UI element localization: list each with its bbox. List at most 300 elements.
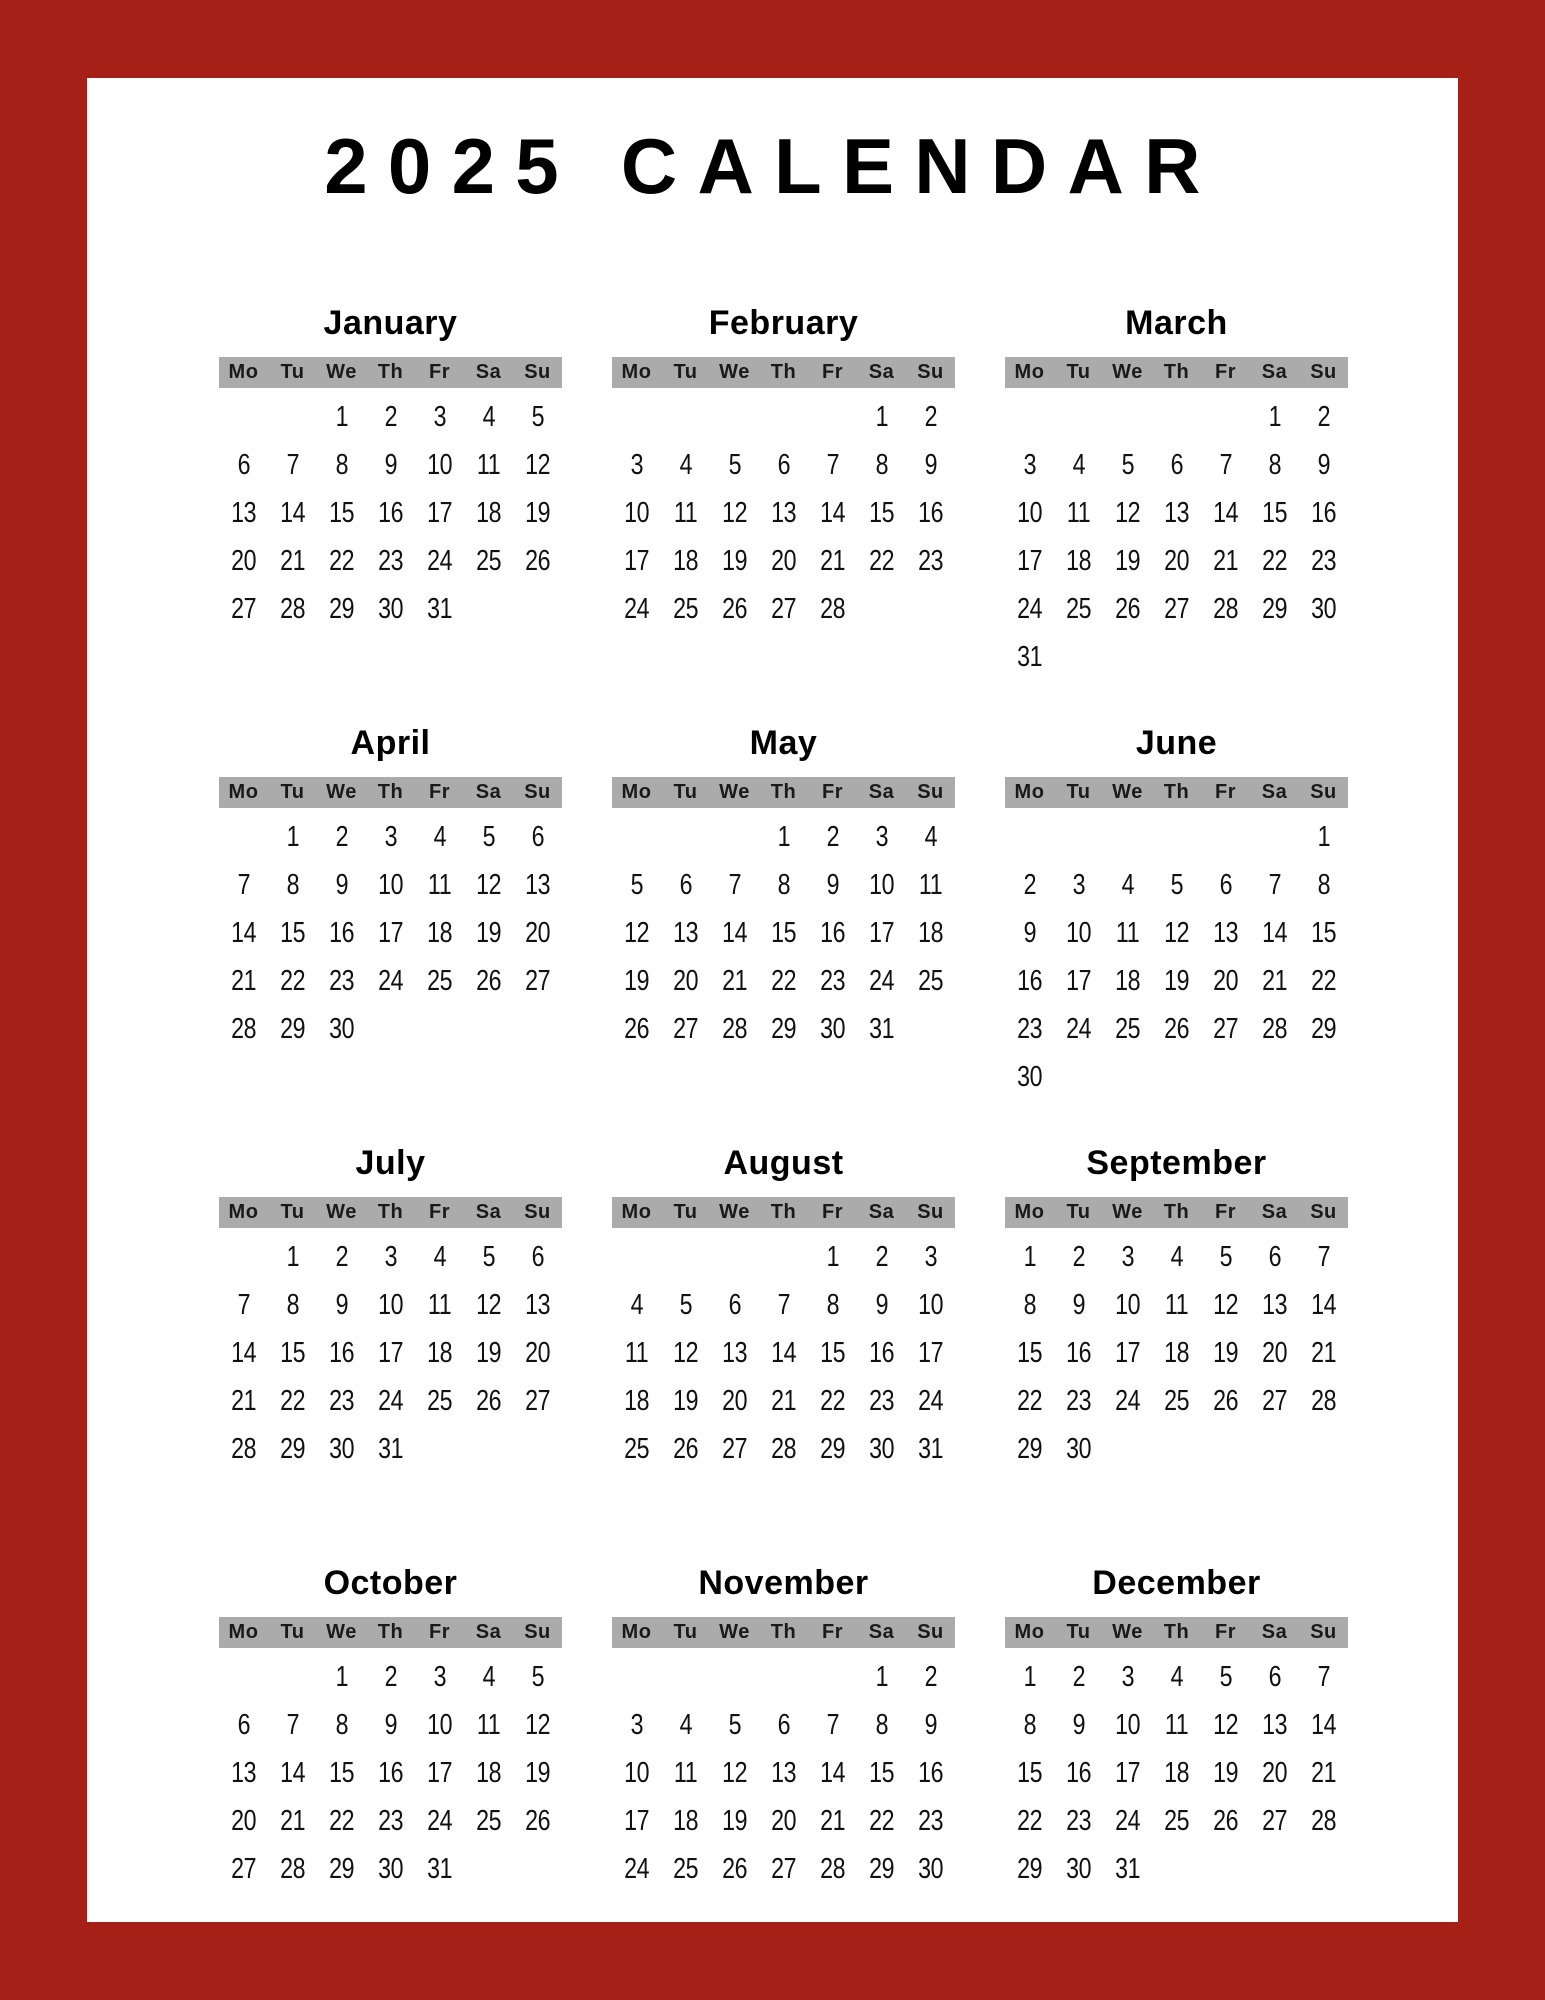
date-number: 8 — [335, 1708, 348, 1741]
date-number: 4 — [679, 1708, 692, 1741]
date-number: 6 — [777, 1708, 790, 1741]
month-title: January — [323, 304, 458, 342]
date-number: 2 — [1023, 868, 1036, 901]
month-december — [1005, 1563, 1348, 1893]
date-number: 24 — [1114, 1384, 1140, 1417]
date-number: 10 — [377, 868, 403, 901]
date-cell — [415, 489, 464, 537]
date-cell — [464, 861, 513, 909]
weekday-header — [612, 777, 955, 808]
date-cell — [1152, 957, 1201, 1005]
date-cell — [710, 1377, 759, 1425]
date-number: 25 — [475, 544, 501, 577]
date-number: 29 — [770, 1012, 796, 1045]
date-number: 10 — [1114, 1708, 1140, 1741]
date-number: 4 — [1170, 1660, 1183, 1693]
date-number: 12 — [1163, 916, 1189, 949]
date-number: 11 — [1164, 1708, 1189, 1741]
date-number: 25 — [623, 1432, 649, 1465]
date-cell — [1250, 1749, 1299, 1797]
date-cell — [661, 1425, 710, 1473]
date-number: 5 — [531, 1660, 544, 1693]
date-cell — [857, 1377, 906, 1425]
date-cell — [710, 1845, 759, 1893]
date-cell — [1005, 441, 1054, 489]
date-cell — [366, 1749, 415, 1797]
month-title: August — [723, 1144, 844, 1182]
date-number: 6 — [531, 1240, 544, 1273]
date-number: 9 — [924, 1708, 937, 1741]
dates-grid — [1005, 393, 1348, 681]
date-cell — [268, 585, 317, 633]
date-number: 9 — [335, 1288, 348, 1321]
date-cell — [906, 1653, 955, 1701]
date-number: 5 — [630, 868, 643, 901]
date-cell — [317, 909, 366, 957]
date-cell — [1054, 1377, 1103, 1425]
date-number: 23 — [377, 1804, 403, 1837]
date-number: 31 — [426, 1852, 452, 1885]
date-cell — [906, 1233, 955, 1281]
date-cell — [317, 1845, 366, 1893]
weekday-label: Sa — [868, 1201, 895, 1223]
date-number: 26 — [1114, 592, 1140, 625]
date-cell — [268, 1701, 317, 1749]
date-number: 27 — [230, 592, 256, 625]
date-cell — [464, 909, 513, 957]
date-cell — [415, 1797, 464, 1845]
date-cell — [759, 441, 808, 489]
date-number: 8 — [1317, 868, 1330, 901]
date-cell — [1201, 1233, 1250, 1281]
date-number: 11 — [476, 1708, 501, 1741]
date-cell — [1103, 1281, 1152, 1329]
weekday-label: We — [719, 781, 750, 803]
date-cell-empty — [1152, 1845, 1201, 1893]
date-number: 6 — [679, 868, 692, 901]
date-cell — [710, 1797, 759, 1845]
date-number: 14 — [721, 916, 747, 949]
date-number: 30 — [868, 1432, 894, 1465]
date-number: 27 — [770, 1852, 796, 1885]
date-cell — [1152, 909, 1201, 957]
date-number: 25 — [1114, 1012, 1140, 1045]
date-cell — [612, 1005, 661, 1053]
date-cell — [808, 1329, 857, 1377]
date-number: 11 — [1066, 496, 1091, 529]
date-cell — [317, 957, 366, 1005]
date-cell — [612, 441, 661, 489]
date-number: 29 — [1016, 1852, 1042, 1885]
date-number: 23 — [917, 544, 943, 577]
date-number: 20 — [1163, 544, 1189, 577]
date-cell — [513, 1233, 562, 1281]
date-number: 27 — [1163, 592, 1189, 625]
date-cell-empty — [1201, 1053, 1250, 1101]
date-number: 14 — [279, 496, 305, 529]
date-number: 25 — [1163, 1804, 1189, 1837]
date-number: 5 — [482, 820, 495, 853]
date-number: 19 — [524, 1756, 550, 1789]
date-cell — [906, 1425, 955, 1473]
date-number: 9 — [384, 1708, 397, 1741]
month-title: March — [1125, 304, 1228, 342]
date-cell — [415, 1377, 464, 1425]
weekday-label: Tu — [1066, 1201, 1091, 1223]
date-cell — [513, 813, 562, 861]
dates-grid — [219, 393, 562, 633]
date-cell — [857, 1005, 906, 1053]
date-cell — [464, 1377, 513, 1425]
date-cell — [759, 1797, 808, 1845]
date-cell — [906, 957, 955, 1005]
date-cell — [1201, 489, 1250, 537]
weekday-label: Tu — [673, 1201, 698, 1223]
weekday-label: Tu — [1066, 781, 1091, 803]
weekday-label: Fr — [822, 1201, 843, 1223]
date-cell — [1152, 1653, 1201, 1701]
weekday-label: Su — [1310, 781, 1337, 803]
date-cell — [268, 861, 317, 909]
date-number: 26 — [623, 1012, 649, 1045]
date-cell — [219, 537, 268, 585]
date-number: 5 — [728, 1708, 741, 1741]
date-cell — [857, 1701, 906, 1749]
date-number: 26 — [1163, 1012, 1189, 1045]
date-number: 25 — [1065, 592, 1091, 625]
date-cell — [759, 1005, 808, 1053]
date-number: 26 — [672, 1432, 698, 1465]
date-cell — [906, 1845, 955, 1893]
date-number: 1 — [875, 400, 888, 433]
weekday-label: Su — [917, 781, 944, 803]
date-cell — [1005, 957, 1054, 1005]
date-number: 25 — [426, 1384, 452, 1417]
date-cell-empty — [219, 813, 268, 861]
date-cell — [1299, 1797, 1348, 1845]
date-cell — [1299, 813, 1348, 861]
weekday-header — [219, 1197, 562, 1228]
date-number: 5 — [728, 448, 741, 481]
date-cell-empty — [1005, 813, 1054, 861]
date-number: 20 — [770, 1804, 796, 1837]
date-number: 31 — [1114, 1852, 1140, 1885]
date-cell — [1152, 1377, 1201, 1425]
date-cell — [857, 957, 906, 1005]
date-cell — [661, 1281, 710, 1329]
date-cell — [1005, 1329, 1054, 1377]
date-cell — [1054, 1005, 1103, 1053]
date-number: 7 — [1317, 1240, 1330, 1273]
date-number: 18 — [917, 916, 943, 949]
weekday-label: Fr — [429, 1621, 450, 1643]
date-number: 4 — [1121, 868, 1134, 901]
date-number: 18 — [672, 544, 698, 577]
weekday-label: Su — [917, 361, 944, 383]
date-cell-empty — [1201, 1425, 1250, 1473]
month-title: February — [708, 304, 859, 342]
date-cell-empty — [1054, 1053, 1103, 1101]
date-cell — [317, 1425, 366, 1473]
date-cell — [317, 861, 366, 909]
month-title: September — [1086, 1144, 1267, 1182]
date-cell — [317, 441, 366, 489]
month-title: November — [698, 1564, 869, 1602]
date-cell — [513, 1797, 562, 1845]
date-cell — [1201, 1749, 1250, 1797]
date-number: 3 — [1121, 1660, 1134, 1693]
date-number: 2 — [384, 1660, 397, 1693]
date-cell — [1005, 537, 1054, 585]
dates-grid — [219, 1233, 562, 1473]
date-number: 11 — [673, 1756, 698, 1789]
month-february — [612, 303, 955, 723]
date-cell — [759, 489, 808, 537]
date-number: 26 — [721, 1852, 747, 1885]
date-cell-empty — [906, 1005, 955, 1053]
month-november — [612, 1563, 955, 1893]
date-cell — [906, 1329, 955, 1377]
weekday-label: Fr — [1215, 781, 1236, 803]
date-cell — [1250, 1329, 1299, 1377]
date-number: 23 — [328, 964, 354, 997]
date-number: 25 — [1163, 1384, 1189, 1417]
date-number: 28 — [1310, 1804, 1336, 1837]
date-cell — [464, 489, 513, 537]
date-number: 12 — [475, 868, 501, 901]
weekday-label: Mo — [1014, 361, 1045, 383]
date-cell — [219, 1701, 268, 1749]
date-cell — [513, 909, 562, 957]
date-number: 3 — [1072, 868, 1085, 901]
date-cell — [268, 1233, 317, 1281]
date-number: 22 — [328, 544, 354, 577]
date-cell — [857, 909, 906, 957]
date-number: 29 — [1310, 1012, 1336, 1045]
date-cell — [1299, 1005, 1348, 1053]
date-number: 17 — [623, 1804, 649, 1837]
date-cell — [1054, 1701, 1103, 1749]
date-number: 3 — [1023, 448, 1036, 481]
date-number: 17 — [1114, 1756, 1140, 1789]
date-cell — [415, 1233, 464, 1281]
date-number: 19 — [721, 1804, 747, 1837]
date-cell-empty — [1005, 393, 1054, 441]
weekday-label: Mo — [1014, 1621, 1045, 1643]
date-cell — [710, 957, 759, 1005]
date-number: 30 — [377, 592, 403, 625]
date-cell — [268, 1329, 317, 1377]
date-cell — [1250, 1281, 1299, 1329]
date-cell-empty — [759, 1233, 808, 1281]
date-cell — [415, 861, 464, 909]
date-cell — [1103, 1797, 1152, 1845]
date-number: 28 — [1310, 1384, 1336, 1417]
date-cell — [857, 1749, 906, 1797]
date-cell — [1103, 1233, 1152, 1281]
date-cell — [1005, 1377, 1054, 1425]
date-cell — [1005, 1845, 1054, 1893]
date-number: 9 — [826, 868, 839, 901]
date-number: 30 — [328, 1012, 354, 1045]
date-number: 21 — [279, 544, 305, 577]
date-number: 24 — [1065, 1012, 1091, 1045]
date-cell — [1250, 1005, 1299, 1053]
dates-grid — [612, 1233, 955, 1473]
weekday-label: Su — [524, 781, 551, 803]
date-cell-empty — [612, 813, 661, 861]
date-cell — [1005, 861, 1054, 909]
date-cell — [906, 909, 955, 957]
date-cell-empty — [415, 1425, 464, 1473]
date-cell — [1054, 585, 1103, 633]
date-cell-empty — [906, 585, 955, 633]
date-number: 10 — [1016, 496, 1042, 529]
date-cell-empty — [612, 1653, 661, 1701]
date-number: 27 — [1212, 1012, 1238, 1045]
weekday-label: Tu — [1066, 361, 1091, 383]
date-number: 22 — [868, 1804, 894, 1837]
date-number: 27 — [524, 1384, 550, 1417]
date-cell — [464, 957, 513, 1005]
weekday-label: Su — [1310, 361, 1337, 383]
date-number: 5 — [679, 1288, 692, 1321]
date-cell — [906, 1797, 955, 1845]
date-cell — [219, 1005, 268, 1053]
date-number: 16 — [1016, 964, 1042, 997]
weekday-label: Mo — [1014, 781, 1045, 803]
date-number: 18 — [475, 1756, 501, 1789]
date-cell — [1054, 909, 1103, 957]
date-cell — [513, 1329, 562, 1377]
date-number: 3 — [1121, 1240, 1134, 1273]
date-number: 26 — [524, 544, 550, 577]
date-number: 6 — [237, 448, 250, 481]
date-cell — [612, 861, 661, 909]
date-number: 25 — [672, 592, 698, 625]
date-number: 3 — [875, 820, 888, 853]
date-cell-empty — [1250, 1425, 1299, 1473]
date-number: 26 — [1212, 1804, 1238, 1837]
date-number: 22 — [1261, 544, 1287, 577]
date-number: 7 — [1268, 868, 1281, 901]
date-number: 17 — [377, 916, 403, 949]
date-number: 8 — [1268, 448, 1281, 481]
date-number: 8 — [335, 448, 348, 481]
date-number: 1 — [1317, 820, 1330, 853]
date-number: 3 — [433, 1660, 446, 1693]
date-cell-empty — [710, 393, 759, 441]
date-cell — [219, 1749, 268, 1797]
date-number: 11 — [476, 448, 501, 481]
date-number: 9 — [1072, 1288, 1085, 1321]
date-number: 12 — [1212, 1708, 1238, 1741]
date-cell — [268, 1749, 317, 1797]
date-cell — [1152, 441, 1201, 489]
date-cell-empty — [1201, 633, 1250, 681]
date-cell — [1299, 1377, 1348, 1425]
date-cell — [366, 1797, 415, 1845]
weekday-header — [219, 357, 562, 388]
date-cell — [857, 1425, 906, 1473]
date-cell — [808, 537, 857, 585]
date-cell-empty — [1201, 393, 1250, 441]
date-cell — [1299, 1281, 1348, 1329]
date-number: 17 — [426, 1756, 452, 1789]
date-number: 20 — [721, 1384, 747, 1417]
date-cell — [1299, 957, 1348, 1005]
date-cell — [612, 1377, 661, 1425]
weekday-label: Fr — [822, 361, 843, 383]
date-number: 24 — [623, 592, 649, 625]
date-number: 21 — [819, 1804, 845, 1837]
date-number: 13 — [524, 1288, 550, 1321]
date-number: 8 — [286, 1288, 299, 1321]
date-number: 15 — [279, 1336, 305, 1369]
date-cell-empty — [268, 1653, 317, 1701]
date-number: 23 — [1065, 1384, 1091, 1417]
date-cell — [661, 1005, 710, 1053]
date-cell — [268, 1281, 317, 1329]
date-number: 7 — [826, 448, 839, 481]
date-cell — [219, 1845, 268, 1893]
date-number: 4 — [1072, 448, 1085, 481]
date-number: 6 — [777, 448, 790, 481]
date-cell — [759, 1749, 808, 1797]
weekday-label: Fr — [429, 781, 450, 803]
date-number: 15 — [868, 1756, 894, 1789]
date-cell — [513, 957, 562, 1005]
date-number: 3 — [433, 400, 446, 433]
date-cell-empty — [1054, 393, 1103, 441]
date-number: 23 — [1310, 544, 1336, 577]
date-cell — [1250, 393, 1299, 441]
date-number: 6 — [728, 1288, 741, 1321]
date-cell — [808, 861, 857, 909]
date-cell — [759, 861, 808, 909]
date-cell — [513, 1281, 562, 1329]
weekday-header — [1005, 1617, 1348, 1648]
month-june — [1005, 723, 1348, 1143]
date-cell — [1201, 1653, 1250, 1701]
date-cell — [317, 393, 366, 441]
date-cell — [808, 1281, 857, 1329]
date-number: 1 — [335, 1660, 348, 1693]
date-number: 13 — [230, 1756, 256, 1789]
date-number: 4 — [679, 448, 692, 481]
date-cell — [366, 1377, 415, 1425]
date-cell — [710, 1425, 759, 1473]
date-cell — [464, 813, 513, 861]
date-cell — [1005, 489, 1054, 537]
date-number: 17 — [1016, 544, 1042, 577]
date-number: 4 — [433, 1240, 446, 1273]
date-number: 12 — [524, 448, 550, 481]
date-cell — [366, 489, 415, 537]
date-number: 17 — [623, 544, 649, 577]
date-number: 16 — [1065, 1336, 1091, 1369]
weekday-label: Sa — [868, 1621, 895, 1643]
date-number: 20 — [230, 1804, 256, 1837]
date-number: 12 — [721, 1756, 747, 1789]
date-cell-empty — [513, 1425, 562, 1473]
date-number: 31 — [426, 592, 452, 625]
date-cell — [612, 1425, 661, 1473]
date-cell — [317, 1005, 366, 1053]
date-number: 21 — [1310, 1756, 1336, 1789]
date-cell — [1299, 537, 1348, 585]
date-cell — [464, 441, 513, 489]
